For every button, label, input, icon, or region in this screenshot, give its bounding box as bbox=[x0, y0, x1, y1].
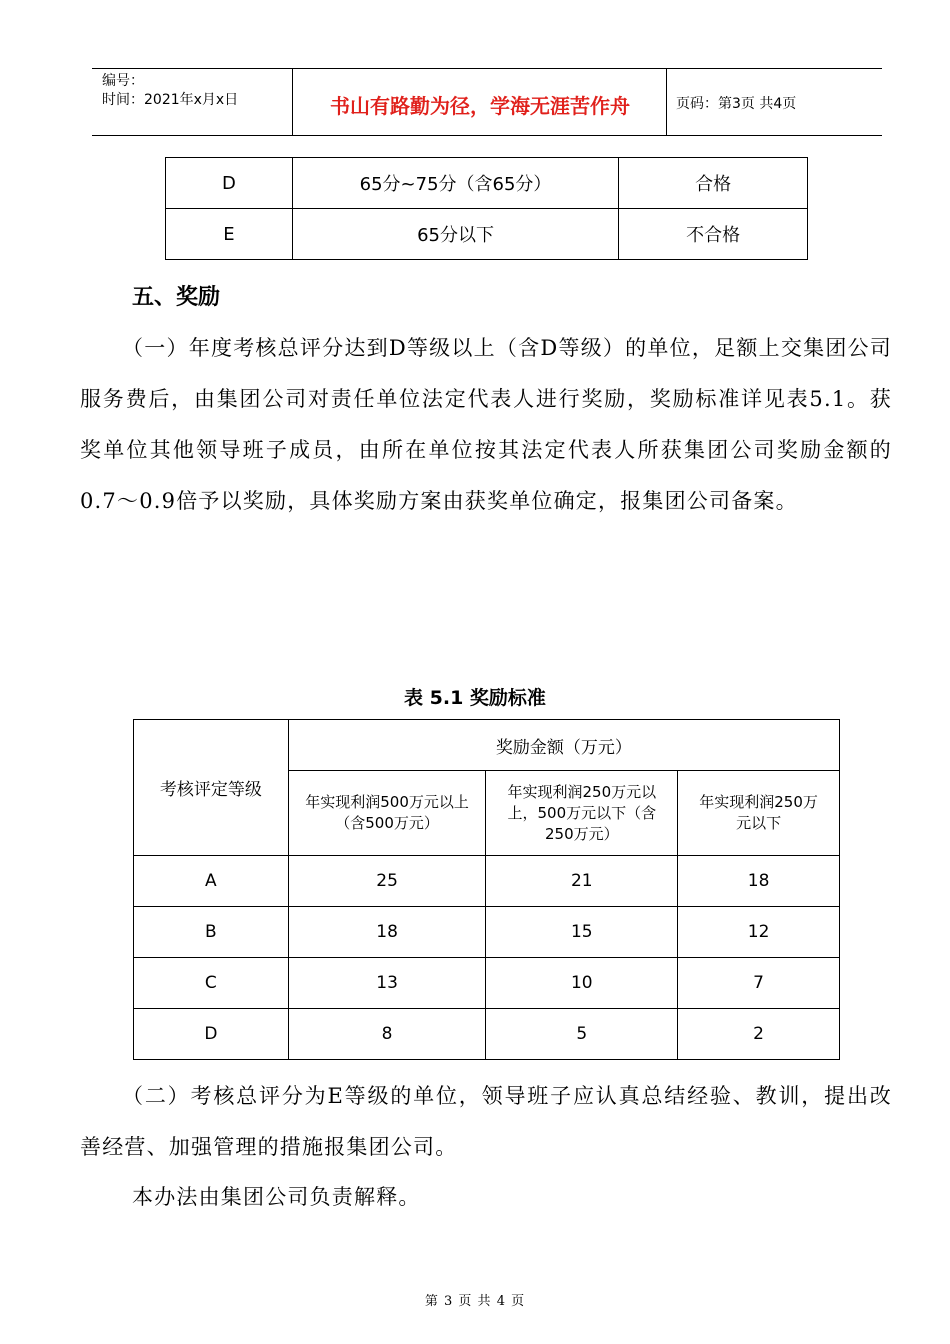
amount-cell: 21 bbox=[486, 856, 678, 907]
table-row bbox=[166, 158, 808, 209]
table-row bbox=[134, 856, 840, 907]
section-title: 五、奖励 bbox=[132, 284, 221, 310]
grade-cell: E bbox=[166, 209, 293, 260]
grade-cell: A bbox=[134, 856, 289, 907]
result-cell: 不合格 bbox=[619, 209, 808, 260]
table-caption: 表 5.1 奖励标准 bbox=[404, 687, 546, 709]
result-cell: 合格 bbox=[619, 158, 808, 209]
score-range-cell: 65分~75分（含65分） bbox=[292, 158, 618, 209]
column-header: 年实现利润500万元以上（含500万元） bbox=[288, 771, 486, 856]
grade-cell: D bbox=[134, 1009, 289, 1060]
score-range-cell: 65分以下 bbox=[292, 209, 618, 260]
amount-cell: 10 bbox=[486, 958, 678, 1009]
amount-cell: 7 bbox=[678, 958, 840, 1009]
page-footer: 第 3 页 共 4 页 bbox=[424, 1294, 526, 1309]
amount-cell: 13 bbox=[288, 958, 486, 1009]
amount-cell: 5 bbox=[486, 1009, 678, 1060]
grade-cell: C bbox=[134, 958, 289, 1009]
table-row bbox=[166, 209, 808, 260]
number-label: 编号： bbox=[102, 73, 144, 89]
table-row bbox=[134, 958, 840, 1009]
header-divider bbox=[292, 68, 293, 136]
grade-cell: D bbox=[166, 158, 293, 209]
grade-table bbox=[165, 157, 808, 260]
amount-cell: 18 bbox=[678, 856, 840, 907]
page-header bbox=[92, 68, 882, 136]
header-divider bbox=[666, 68, 667, 136]
amount-cell: 2 bbox=[678, 1009, 840, 1060]
table-row bbox=[134, 1009, 840, 1060]
column-header: 年实现利润250万元以下 bbox=[678, 771, 840, 856]
paragraph-e-grade: （二）考核总评分为E等级的单位，领导班子应认真总结经验、教训，提出改善经营、加强管理的措施报集团公司。 bbox=[80, 1084, 892, 1159]
paragraph-reward-rule: （一）年度考核总评分达到D等级以上（含D等级）的单位，足额上交集团公司服务费后，由集团公司对责任单位法定代表人进行奖励，奖励标准详见表5.1。获奖单位其他领导班子成员，由所在单位按其法定代表人所获集团公司奖励金额的0.7～0.9倍予以奖励，具体奖励方案由获奖单位确定，报集团公司备案。 bbox=[80, 336, 892, 513]
amount-cell: 25 bbox=[288, 856, 486, 907]
amount-cell: 18 bbox=[288, 907, 486, 958]
header-motto: 书山有路勤为径，学海无涯苦作舟 bbox=[330, 94, 630, 118]
header-page-label: 页码：第3页 共4页 bbox=[676, 96, 797, 112]
amount-cell: 12 bbox=[678, 907, 840, 958]
header-top-rule bbox=[92, 68, 882, 69]
grade-header: 考核评定等级 bbox=[134, 720, 289, 856]
reward-table bbox=[133, 719, 840, 1060]
table-row bbox=[134, 907, 840, 958]
paragraph-interpretation: 本办法由集团公司负责解释。 bbox=[132, 1185, 421, 1209]
grade-cell: B bbox=[134, 907, 289, 958]
column-header: 年实现利润250万元以上，500万元以下（含250万元） bbox=[486, 771, 678, 856]
header-bottom-rule bbox=[92, 135, 882, 136]
table-header-row bbox=[134, 720, 840, 771]
amount-cell: 8 bbox=[288, 1009, 486, 1060]
amount-cell: 15 bbox=[486, 907, 678, 958]
amount-header: 奖励金额（万元） bbox=[288, 720, 839, 771]
time-label: 时间：2021年x月x日 bbox=[102, 92, 239, 108]
header-meta bbox=[102, 72, 238, 110]
